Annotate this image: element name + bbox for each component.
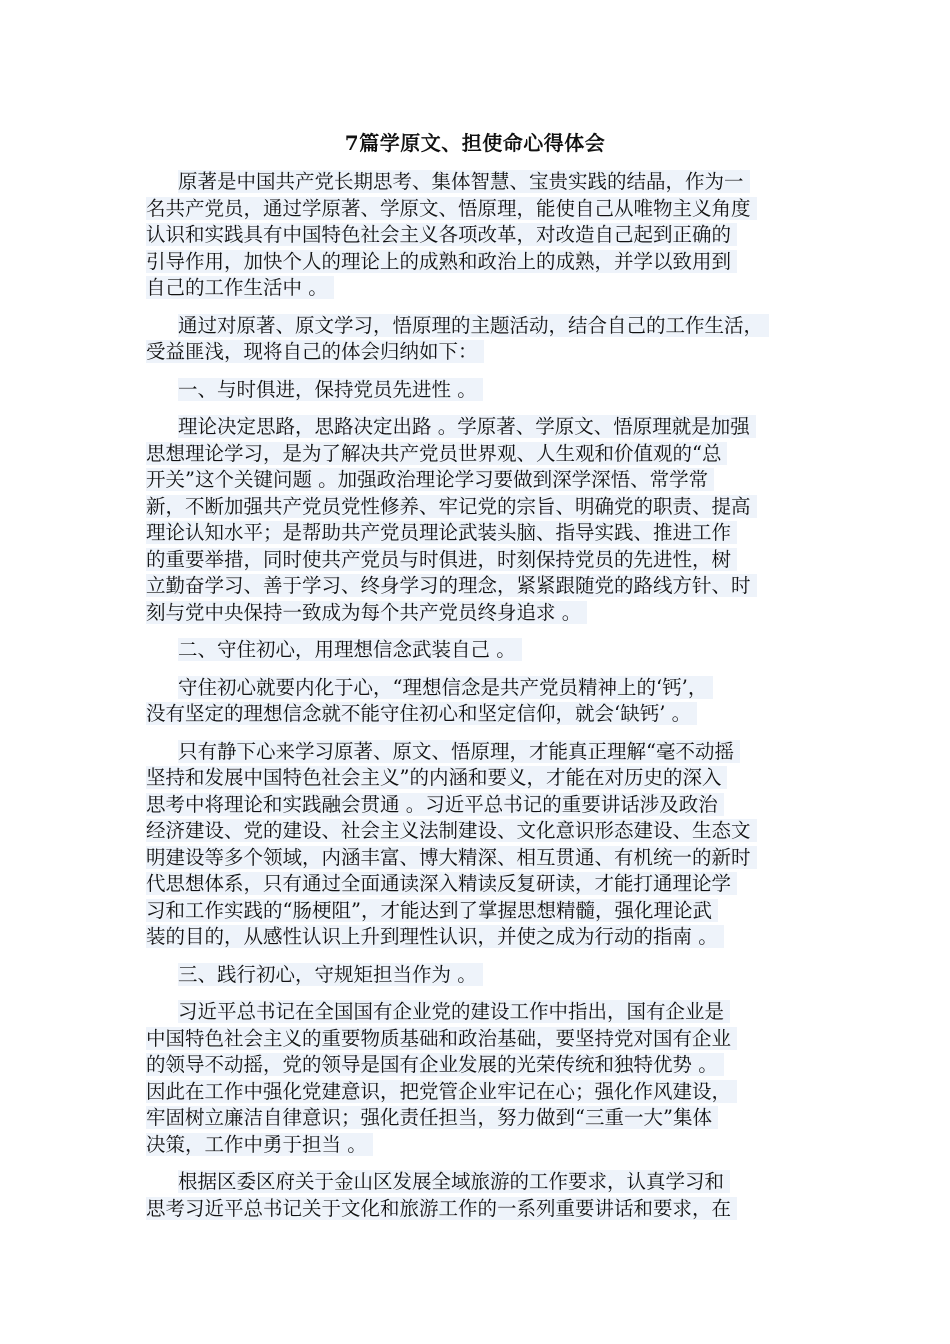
paragraph bbox=[146, 169, 836, 302]
text-line bbox=[146, 169, 836, 196]
text-line bbox=[146, 275, 836, 302]
text-line-content: 自己的工作生活中 。 bbox=[146, 276, 334, 299]
text-line bbox=[146, 765, 836, 792]
paragraph bbox=[146, 962, 836, 989]
text-line-content: 守住初心就要内化于心，“理想信念是共产党员精神上的‘钙’， bbox=[178, 676, 713, 699]
text-line bbox=[146, 1169, 836, 1196]
text-line-content: 中国特色社会主义的重要物质基础和政治基础，要坚持党对国有企业 bbox=[146, 1027, 737, 1050]
text-line-content: 因此在工作中强化党建意识，把党管企业牢记在心；强化作风建设， bbox=[146, 1080, 737, 1103]
text-line-content: 二、守住初心，用理想信念武装自己 。 bbox=[178, 638, 522, 661]
text-line-content: 的领导不动摇，党的领导是国有企业发展的光荣传统和独特优势 。 bbox=[146, 1053, 724, 1076]
text-line bbox=[146, 1196, 836, 1223]
text-line bbox=[146, 441, 836, 468]
text-line bbox=[146, 600, 836, 627]
text-line bbox=[146, 818, 836, 845]
text-line-content: 只有静下心来学习原著、原文、悟原理，才能真正理解“毫不动摇 bbox=[178, 740, 740, 763]
text-line bbox=[146, 637, 836, 664]
text-line bbox=[146, 196, 836, 223]
text-line bbox=[146, 924, 836, 951]
text-line-content: 立勤奋学习、善于学习、终身学习的理念，紧紧跟随党的路线方针、时 bbox=[146, 574, 757, 597]
text-line-content: 开关”这个关键问题 。加强政治理论学习要做到深学深悟、常学常 bbox=[146, 468, 714, 491]
text-line bbox=[146, 573, 836, 600]
document-title: 7篇学原文、担使命心得体会 bbox=[344, 131, 606, 155]
text-line bbox=[146, 249, 836, 276]
text-line bbox=[146, 1026, 836, 1053]
text-line-content: 根据区委区府关于金山区发展全域旅游的工作要求，认真学习和 bbox=[178, 1170, 730, 1193]
paragraph bbox=[146, 675, 836, 728]
text-line-content: 受益匪浅，现将自己的体会归纳如下： bbox=[146, 340, 484, 363]
text-line-content: 理论决定思路，思路决定出路 。学原著、学原文、悟原理就是加强 bbox=[178, 415, 756, 438]
text-line bbox=[146, 1105, 836, 1132]
paragraph bbox=[146, 1169, 836, 1222]
text-line-content: 没有坚定的理想信念就不能守住初心和坚定信仰，就会‘缺钙’ 。 bbox=[146, 702, 697, 725]
text-line-content: 思想理论学习，是为了解决共产党员世界观、人生观和价值观的“总 bbox=[146, 442, 727, 465]
text-line bbox=[146, 1132, 836, 1159]
text-line bbox=[146, 520, 836, 547]
text-line-content: 牢固树立廉洁自律意识；强化责任担当，努力做到“三重一大”集体 bbox=[146, 1106, 718, 1129]
text-line-content: 代思想体系，只有通过全面通读深入精读反复研读，才能打通理论学 bbox=[146, 872, 737, 895]
text-line bbox=[146, 675, 836, 702]
text-line bbox=[146, 222, 836, 249]
paragraph bbox=[146, 999, 836, 1158]
text-line-content: 习和工作实践的“肠梗阻”，才能达到了掌握思想精髓，强化理论武 bbox=[146, 899, 718, 922]
document-body bbox=[146, 169, 836, 1233]
text-line bbox=[146, 739, 836, 766]
text-line-content: 原著是中国共产党长期思考、集体智慧、宝贵实践的结晶，作为一 bbox=[178, 170, 750, 193]
text-line bbox=[146, 962, 836, 989]
paragraph bbox=[146, 637, 836, 664]
text-line bbox=[146, 1052, 836, 1079]
text-line bbox=[146, 1079, 836, 1106]
text-line-content: 明建设等多个领域，内涵丰富、博大精深、相互贯通、有机统一的新时 bbox=[146, 846, 757, 869]
text-line-content: 思考习近平总书记关于文化和旅游工作的一系列重要讲话和要求，在 bbox=[146, 1197, 737, 1220]
text-line bbox=[146, 701, 836, 728]
paragraph bbox=[146, 313, 836, 366]
text-line bbox=[146, 313, 836, 340]
text-line bbox=[146, 845, 836, 872]
paragraph bbox=[146, 377, 836, 404]
text-line-content: 的重要举措，同时使共产党员与时俱进，时刻保持党员的先进性，树 bbox=[146, 548, 737, 571]
text-line-content: 坚持和发展中国特色社会主义”的内涵和要义，才能在对历史的深入 bbox=[146, 766, 727, 789]
text-line-content: 通过对原著、原文学习，悟原理的主题活动，结合自己的工作生活， bbox=[178, 314, 769, 337]
text-line-content: 理论认知水平；是帮助共产党员理论武装头脑、指导实践、推进工作 bbox=[146, 521, 737, 544]
text-line bbox=[146, 414, 836, 441]
text-line bbox=[146, 467, 836, 494]
text-line bbox=[146, 871, 836, 898]
text-line bbox=[146, 792, 836, 819]
text-line bbox=[146, 547, 836, 574]
text-line-content: 经济建设、党的建设、社会主义法制建设、文化意识形态建设、生态文 bbox=[146, 819, 757, 842]
text-line bbox=[146, 999, 836, 1026]
text-line-content: 思考中将理论和实践融会贯通 。习近平总书记的重要讲话涉及政治 bbox=[146, 793, 724, 816]
text-line-content: 认识和实践具有中国特色社会主义各项改革，对改造自己起到正确的 bbox=[146, 223, 737, 246]
text-line-content: 新，不断加强共产党员党性修养、牢记党的宗旨、明确党的职责、提高 bbox=[146, 495, 757, 518]
text-line bbox=[146, 339, 836, 366]
text-line bbox=[146, 494, 836, 521]
paragraph bbox=[146, 414, 836, 626]
text-line-content: 名共产党员，通过学原著、学原文、悟原理，能使自己从唯物主义角度 bbox=[146, 197, 757, 220]
text-line-content: 决策，工作中勇于担当 。 bbox=[146, 1133, 373, 1156]
text-line bbox=[146, 898, 836, 925]
text-line-content: 习近平总书记在全国国有企业党的建设工作中指出，国有企业是 bbox=[178, 1000, 730, 1023]
text-line bbox=[146, 377, 836, 404]
paragraph bbox=[146, 739, 836, 951]
text-line-content: 装的目的，从感性认识上升到理性认识，并使之成为行动的指南 。 bbox=[146, 925, 724, 948]
text-line-content: 引导作用，加快个人的理论上的成熟和政治上的成熟，并学以致用到 bbox=[146, 250, 737, 273]
text-line-content: 一、与时俱进，保持党员先进性 。 bbox=[178, 378, 483, 401]
text-line-content: 三、践行初心，守规矩担当作为 。 bbox=[178, 963, 483, 986]
text-line-content: 刻与党中央保持一致成为每个共产党员终身追求 。 bbox=[146, 601, 587, 624]
